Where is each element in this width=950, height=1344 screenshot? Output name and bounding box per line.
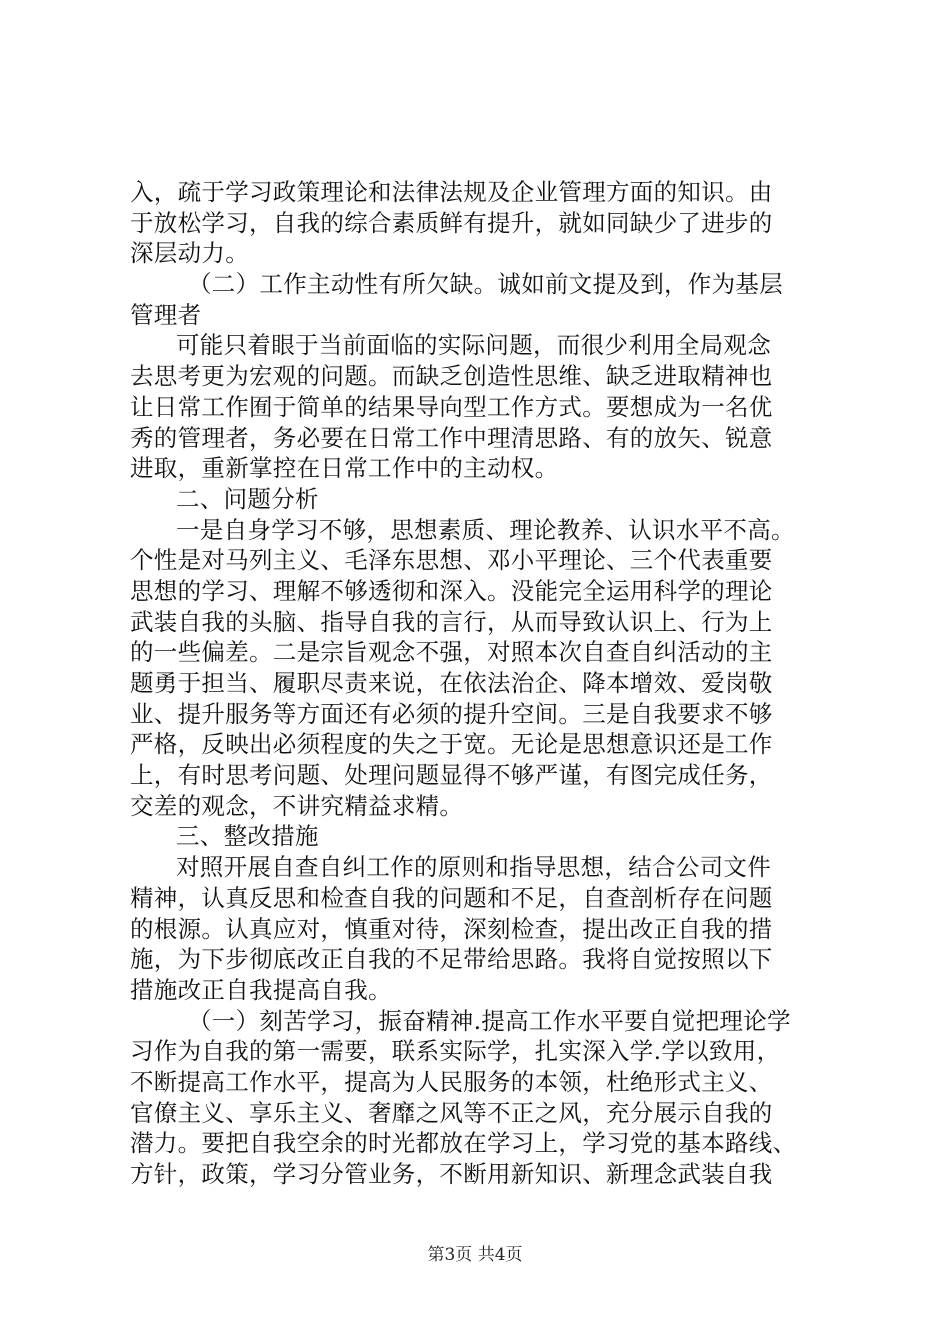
text-line: 思想的学习、理解不够透彻和深入。没能完全运用科学的理论 <box>130 576 773 605</box>
text-line: 个性是对马列主义、毛泽东思想、邓小平理论、三个代表重要 <box>130 546 773 575</box>
text-line: 潜力。要把自我空余的时光都放在学习上，学习党的基本路线、 <box>130 1129 797 1158</box>
text-line: 不断提高工作水平，提高为人民服务的本领，杜绝形式主义、 <box>130 1067 773 1096</box>
text-line: 深层动力。 <box>130 239 249 268</box>
text-line: 入，疏于学习政策理论和法律法规及企业管理方面的知识。由 <box>130 178 773 206</box>
text-line: 题勇于担当、履职尽责来说，在依法治企、降本增效、爱岗敬 <box>130 669 773 697</box>
text-line: 对照开展自查自纠工作的原则和指导思想，结合公司文件 <box>176 853 771 882</box>
text-line: 上，有时思考问题、处理问题显得不够严谨，有图完成任务， <box>130 761 773 790</box>
section-heading: 三、整改措施 <box>176 822 319 851</box>
section-heading: （一）刻苦学习，振奋精神.提高工作水平要自觉把理论学 <box>188 1006 791 1035</box>
text-line: 业、提升服务等方面还有必须的提升空间。三是自我要求不够 <box>130 699 773 728</box>
text-line: 可能只着眼于当前面临的实际问题，而很少利用全局观念 <box>176 331 771 360</box>
text-line: 施，为下步彻底改正自我的不足带给思路。我将自觉按照以下 <box>130 945 773 974</box>
text-line: 的根源。认真应对，慎重对待，深刻检查，提出改正自我的措 <box>130 914 773 943</box>
text-line: 官僚主义、享乐主义、奢靡之风等不正之风，充分展示自我的 <box>130 1098 773 1127</box>
text-line: 去思考更为宏观的问题。而缺乏创造性思维、缺乏进取精神也 <box>130 362 773 391</box>
text-line: 交差的观念，不讲究精益求精。 <box>130 791 464 820</box>
body-text <box>130 177 840 1190</box>
text-line: 精神，认真反思和检查自我的问题和不足，自查剖析存在问题 <box>130 883 773 912</box>
section-heading: （二）工作主动性有所欠缺。诚如前文提及到，作为基层 <box>188 270 783 299</box>
text-line: 武装自我的头脑、指导自我的言行，从而导致认识上、行为上 <box>130 607 773 636</box>
text-line: 管理者 <box>130 300 202 329</box>
section-heading: 二、问题分析 <box>176 484 319 513</box>
text-line: 严格，反映出必须程度的失之于宽。无论是思想意识还是工作 <box>130 730 773 759</box>
text-line: 措施改正自我提高自我。 <box>130 975 392 1004</box>
text-line: 进取，重新掌控在日常工作中的主动权。 <box>130 454 559 483</box>
text-line: 于放松学习，自我的综合素质鲜有提升，就如同缺少了进步的 <box>130 208 773 237</box>
text-line: 秀的管理者，务必要在日常工作中理清思路、有的放矢、锐意 <box>130 423 773 452</box>
text-line: 让日常工作囿于简单的结果导向型工作方式。要想成为一名优 <box>130 392 773 421</box>
text-line: 的一些偏差。二是宗旨观念不强，对照本次自查自纠活动的主 <box>130 638 773 667</box>
page-number-footer: 第3页 共4页 <box>427 1245 523 1265</box>
text-line: 习作为自我的第一需要，联系实际学，扎实深入学.学以致用， <box>130 1037 781 1066</box>
text-line: 一是自身学习不够，思想素质、理论教养、认识水平不高。 <box>176 515 795 544</box>
text-line: 方针，政策，学习分管业务，不断用新知识、新理念武装自我 <box>130 1160 773 1188</box>
